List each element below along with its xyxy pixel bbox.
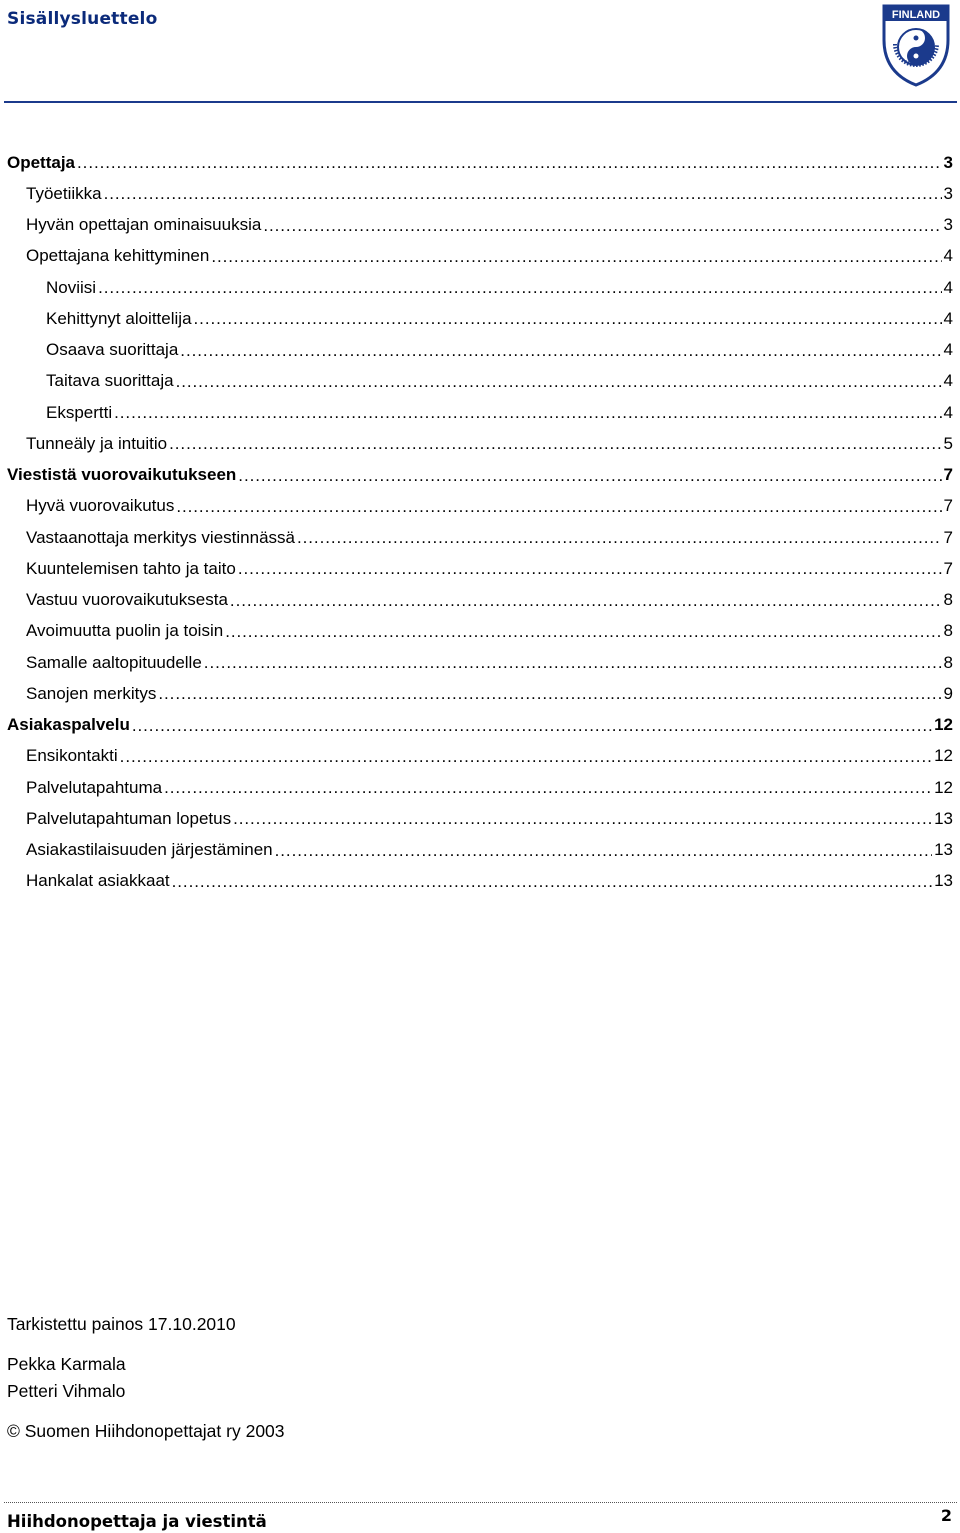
toc-entry-label: Vastuu vuorovaikutuksesta: [26, 590, 228, 610]
toc-entry-label: Hyvä vuorovaikutus: [26, 496, 175, 516]
toc-entry[interactable]: [7, 397, 953, 428]
header-divider: [4, 101, 957, 103]
toc-entry-page: 13: [934, 871, 953, 891]
toc-entry[interactable]: [7, 428, 953, 459]
toc-entry-page: 4: [943, 308, 953, 328]
toc-entry-page: 4: [943, 277, 953, 297]
toc-dot-leader: [176, 373, 942, 390]
toc-entry-label: Avoimuutta puolin ja toisin: [26, 621, 224, 641]
toc-dot-leader: [158, 685, 941, 702]
toc-entry[interactable]: [7, 741, 953, 772]
toc-entry-label: Taitava suorittaja: [46, 371, 174, 391]
toc-dot-leader: [164, 779, 932, 796]
logo-top-text: FINLAND: [891, 9, 941, 21]
toc-dot-leader: [204, 654, 942, 671]
toc-entry-page: 9: [943, 683, 953, 703]
toc-entry-label: Ensikontakti: [26, 746, 118, 766]
toc-entry-label: Hyvän opettajan ominaisuuksia: [26, 215, 262, 235]
toc-dot-leader: [230, 592, 942, 609]
toc-entry-page: 7: [943, 496, 953, 516]
page-number: 2: [940, 1506, 952, 1525]
toc-entry-page: 4: [943, 340, 953, 360]
toc-entry-page: 3: [943, 152, 953, 172]
toc-dot-leader: [176, 498, 941, 515]
toc-dot-leader: [120, 748, 932, 765]
toc-entry[interactable]: [7, 147, 953, 178]
toc-entry-page: 12: [934, 777, 953, 797]
toc-entry[interactable]: [7, 585, 953, 616]
toc-entry-label: Samalle aaltopituudelle: [26, 652, 202, 672]
toc-entry[interactable]: [7, 241, 953, 272]
finland-ski-instructors-logo: [879, 2, 953, 88]
toc-entry-label: Palvelutapahtuman lopetus: [26, 808, 232, 828]
toc-entry-label: Asiakaspalvelu: [7, 715, 130, 735]
toc-entry-page: 7: [943, 527, 953, 547]
toc-dot-leader: [98, 279, 941, 296]
page-header: [0, 0, 960, 104]
toc-entry-page: 13: [934, 808, 953, 828]
toc-entry-label: Tunneäly ja intuitio: [26, 433, 168, 453]
toc-entry-page: 3: [943, 215, 953, 235]
toc-entry-label: Viestistä vuorovaikutukseen: [7, 465, 237, 485]
toc-entry-label: Hankalat asiakkaat: [26, 871, 170, 891]
toc-entry-page: 12: [934, 746, 953, 766]
toc-entry[interactable]: [7, 772, 953, 803]
toc-entry-label: Kehittynyt aloittelija: [46, 308, 192, 328]
toc-entry[interactable]: [7, 272, 953, 303]
toc-entry[interactable]: [7, 803, 953, 834]
toc-entry[interactable]: [7, 678, 953, 709]
toc-entry-label: Sanojen merkitys: [26, 683, 157, 703]
toc-entry-page: 4: [943, 371, 953, 391]
toc-entry[interactable]: [7, 335, 953, 366]
toc-entry[interactable]: [7, 460, 953, 491]
toc-dot-leader: [194, 310, 942, 327]
toc-dot-leader: [132, 717, 932, 734]
toc-entry-label: Asiakastilaisuuden järjestäminen: [26, 840, 273, 860]
toc-dot-leader: [233, 810, 932, 827]
footer-divider: [4, 1502, 957, 1504]
toc-entry-label: Noviisi: [46, 277, 97, 297]
toc-entry-label: Opettaja: [7, 152, 76, 172]
toc-entry[interactable]: [7, 647, 953, 678]
toc-entry[interactable]: [7, 866, 953, 897]
copyright-notice: © Suomen Hiihdonopettajat ry 2003: [7, 1421, 285, 1441]
toc-dot-leader: [180, 342, 941, 359]
toc-entry-page: 12: [934, 715, 953, 735]
toc-entry[interactable]: [7, 616, 953, 647]
toc-entry-page: 7: [943, 558, 953, 578]
toc-dot-leader: [114, 404, 941, 421]
toc-dot-leader: [238, 467, 941, 484]
author-name: Petteri Vihmalo: [7, 1381, 126, 1401]
author-name: Pekka Karmala: [7, 1354, 126, 1374]
toc-entry-label: Työetiikka: [26, 183, 102, 203]
toc-entry-page: 8: [943, 590, 953, 610]
toc-entry-page: 4: [943, 402, 953, 422]
toc-entry-page: 4: [943, 246, 953, 266]
toc-entry[interactable]: [7, 491, 953, 522]
toc-dot-leader: [225, 623, 941, 640]
toc-dot-leader: [211, 248, 941, 265]
toc-dot-leader: [297, 529, 942, 546]
toc-dot-leader: [169, 435, 941, 452]
toc-dot-leader: [275, 842, 932, 859]
toc-entry-page: 7: [943, 465, 953, 485]
toc-entry-page: 5: [943, 433, 953, 453]
toc-dot-leader: [238, 560, 942, 577]
toc-entry-page: 3: [943, 183, 953, 203]
toc-entry-page: 13: [934, 840, 953, 860]
toc-entry-label: Vastaanottaja merkitys viestinnässä: [26, 527, 295, 547]
toc-entry[interactable]: [7, 178, 953, 209]
toc-entry[interactable]: [7, 553, 953, 584]
toc-entry-label: Palvelutapahtuma: [26, 777, 163, 797]
toc-entry-label: Opettajana kehittyminen: [26, 246, 210, 266]
toc-entry-label: Kuuntelemisen tahto ja taito: [26, 558, 236, 578]
toc-entry[interactable]: [7, 303, 953, 334]
toc-entry[interactable]: [7, 710, 953, 741]
page-header-title: Sisällysluettelo: [7, 9, 158, 29]
toc-dot-leader: [104, 185, 942, 202]
toc-dot-leader: [77, 154, 942, 171]
toc-entry[interactable]: [7, 210, 953, 241]
toc-dot-leader: [172, 873, 932, 890]
toc-entry-page: 8: [943, 652, 953, 672]
toc-entry[interactable]: [7, 366, 953, 397]
toc-entry-label: Osaava suorittaja: [46, 340, 179, 360]
revision-note: Tarkistettu painos 17.10.2010: [7, 1314, 236, 1334]
toc-entry[interactable]: [7, 835, 953, 866]
toc-entry-label: Ekspertti: [46, 402, 113, 422]
toc-dot-leader: [263, 217, 941, 234]
toc-entry-page: 8: [943, 621, 953, 641]
footer-title: Hiihdonopettaja ja viestintä: [7, 1512, 267, 1531]
table-of-contents: [7, 147, 953, 897]
toc-entry[interactable]: [7, 522, 953, 553]
